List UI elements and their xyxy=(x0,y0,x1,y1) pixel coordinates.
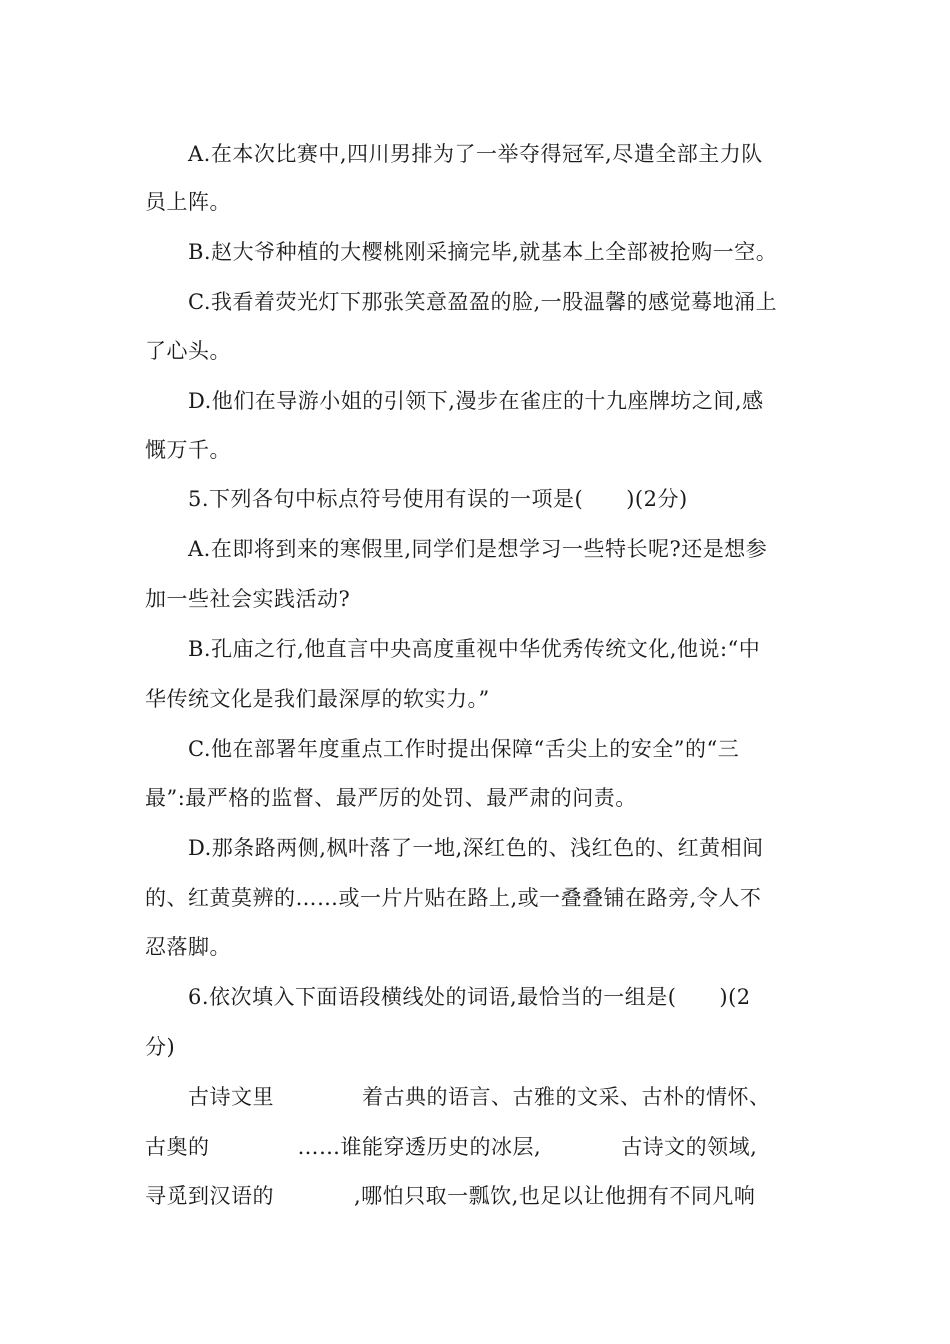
q5-option-a-line2: 加一些社会实践活动? xyxy=(145,587,351,611)
passage-text: 古奥的 xyxy=(145,1135,210,1159)
q5-option-a-line1: A.在即将到来的寒假里,同学们是想学习一些特长呢?还是想参 xyxy=(188,537,768,561)
passage-text: 古诗文的领域, xyxy=(621,1135,758,1159)
q5-stem: 5.下列各句中标点符号使用有误的一项是( )(2分) xyxy=(188,487,688,511)
q4-option-d-line1: D.他们在导游小姐的引领下,漫步在雀庄的十九座牌坊之间,感 xyxy=(188,389,764,413)
passage-text: ……谁能穿透历史的冰层, xyxy=(297,1135,542,1159)
q5-option-d-line2: 的、红黄莫辨的……或一片片贴在路上,或一叠叠铺在路旁,令人不 xyxy=(145,886,762,910)
q6-passage-line3 xyxy=(145,1182,815,1210)
q6-passage-line1 xyxy=(188,1083,815,1111)
q4-option-a-line2: 员上阵。 xyxy=(145,190,231,214)
passage-text: ,哪怕只取一瓢饮,也足以让他拥有不同凡响 xyxy=(354,1184,756,1208)
q4-option-c-line1: C.我看着荧光灯下那张笑意盈盈的脸,一股温馨的感觉蓦地涌上 xyxy=(188,290,778,314)
q6-passage-line2 xyxy=(145,1133,815,1161)
q4-option-c-line2: 了心头。 xyxy=(145,339,231,363)
q5-option-b-line1: B.孔庙之行,他直言中央高度重视中华优秀传统文化,他说:“中 xyxy=(188,637,761,661)
q5-option-d-line1: D.那条路两侧,枫叶落了一地,深红色的、浅红色的、红黄相间 xyxy=(188,836,764,860)
q6-stem-line1: 6.依次填入下面语段横线处的词语,最恰当的一组是( )(2 xyxy=(188,985,751,1009)
q5-option-d-line3: 忍落脚。 xyxy=(145,935,231,959)
q5-option-c-line1: C.他在部署年度重点工作时提出保障“舌尖上的安全”的“三 xyxy=(188,737,740,761)
q4-option-a-line1: A.在本次比赛中,四川男排为了一举夺得冠军,尽遣全部主力队 xyxy=(188,142,763,166)
passage-text: 着古典的语言、古雅的文采、古朴的情怀、 xyxy=(362,1085,771,1109)
passage-text: 寻觅到汉语的 xyxy=(145,1184,274,1208)
q5-option-b-line2: 华传统文化是我们最深厚的软实力。” xyxy=(145,687,490,711)
q5-option-c-line2: 最”:最严格的监督、最严厉的处罚、最严肃的问责。 xyxy=(145,786,637,810)
q4-option-b-line1: B.赵大爷种植的大樱桃刚采摘完毕,就基本上全部被抢购一空。 xyxy=(188,240,778,264)
q4-option-d-line2: 慨万千。 xyxy=(145,438,231,462)
q6-stem-line2: 分) xyxy=(145,1035,176,1059)
passage-text: 古诗文里 xyxy=(188,1085,274,1109)
